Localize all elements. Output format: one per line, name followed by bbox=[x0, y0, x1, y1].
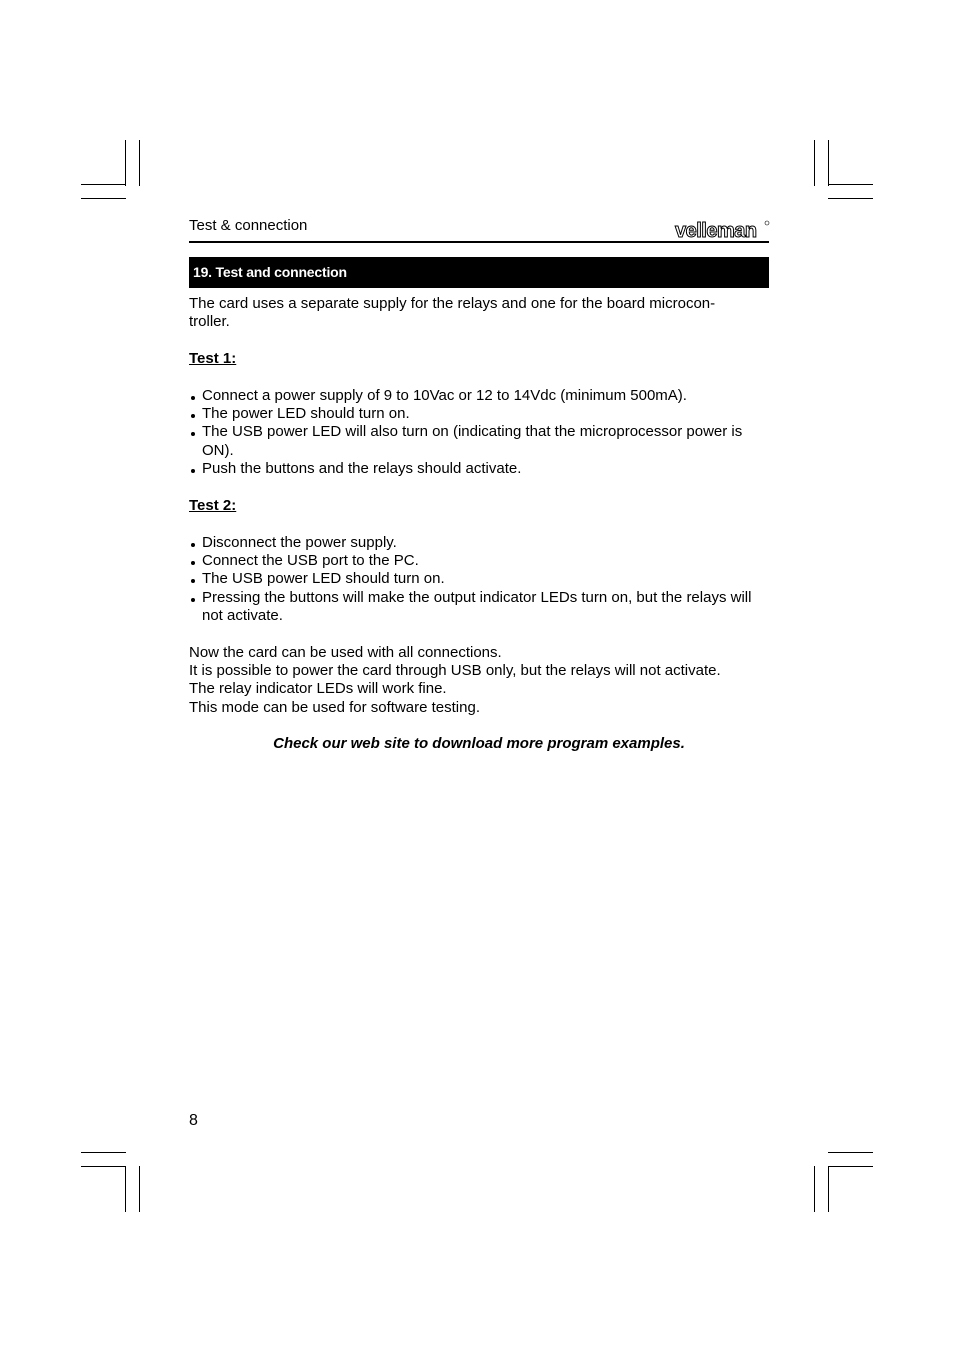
note-line: The relay indicator LEDs will work fine. bbox=[189, 680, 447, 698]
test1-list bbox=[189, 387, 769, 478]
crop-mark bbox=[81, 198, 126, 199]
crop-mark bbox=[81, 1166, 126, 1167]
section-title: 19. Test and connection bbox=[189, 257, 769, 288]
crop-mark bbox=[828, 1166, 873, 1167]
page-number: 8 bbox=[189, 1112, 198, 1129]
test2-heading: Test 2: bbox=[189, 496, 237, 514]
crop-mark bbox=[828, 184, 873, 185]
test2-list bbox=[189, 534, 769, 625]
crop-mark bbox=[81, 1152, 126, 1153]
crop-mark bbox=[814, 1166, 815, 1212]
logo-text: velleman bbox=[675, 220, 757, 241]
note-line: Now the card can be used with all connections. bbox=[189, 643, 502, 661]
list-item: Push the buttons and the relays should activate. bbox=[189, 460, 769, 478]
test1-heading: Test 1: bbox=[189, 350, 237, 368]
list-item: Disconnect the power supply. bbox=[189, 534, 769, 552]
list-item: The power LED should turn on. bbox=[189, 405, 769, 423]
crop-mark bbox=[828, 140, 829, 186]
running-header: Test & connection bbox=[189, 217, 308, 234]
list-item: Connect a power supply of 9 to 10Vac or 12 to 14Vdc (minimum 500mA). bbox=[189, 387, 769, 405]
page-content bbox=[189, 295, 769, 754]
crop-mark bbox=[125, 1166, 126, 1212]
velleman-logo bbox=[674, 219, 770, 241]
crop-mark bbox=[814, 140, 815, 186]
crop-mark bbox=[139, 140, 140, 186]
crop-mark bbox=[81, 184, 126, 185]
note-line: It is possible to power the card through USB only, but the relays will not activate. bbox=[189, 661, 721, 679]
crop-mark bbox=[828, 1166, 829, 1212]
crop-mark bbox=[125, 140, 126, 186]
list-item: The USB power LED should turn on. bbox=[189, 570, 769, 588]
list-item: Connect the USB port to the PC. bbox=[189, 552, 769, 570]
crop-mark bbox=[828, 198, 873, 199]
list-item: The USB power LED will also turn on (indicating that the microprocessor power is ON). bbox=[189, 423, 769, 460]
crop-mark bbox=[139, 1166, 140, 1212]
closing-note: Check our web site to download more program examples. bbox=[273, 735, 685, 753]
intro-paragraph: The card uses a separate supply for the relays and one for the board microcon- troller. bbox=[189, 295, 716, 331]
header-rule bbox=[189, 241, 769, 243]
list-item: Pressing the buttons will make the output indicator LEDs turn on, but the relays will not activate. bbox=[189, 589, 769, 626]
crop-mark bbox=[828, 1152, 873, 1153]
note-line: This mode can be used for software testing. bbox=[189, 698, 480, 716]
